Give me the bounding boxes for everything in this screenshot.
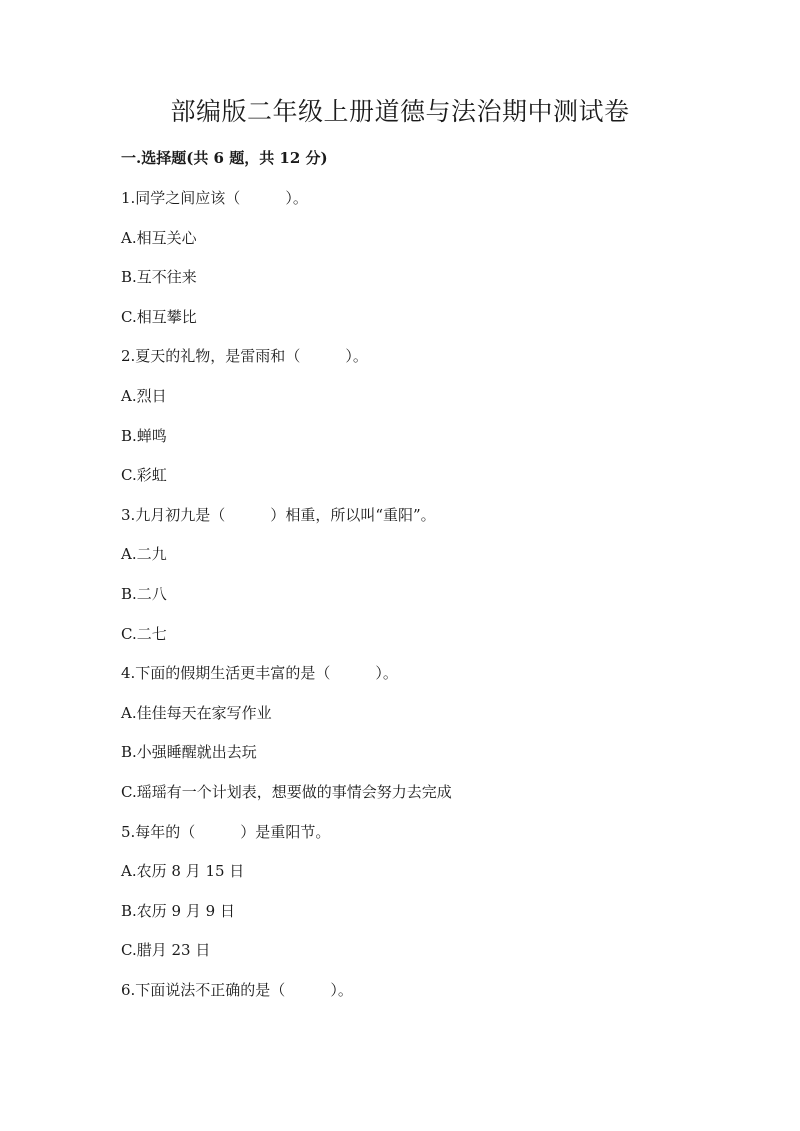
answer-option: A.佳佳每天在家写作业 [121, 703, 272, 722]
answer-option: C.瑶瑶有一个计划表，想要做的事情会努力去完成 [121, 782, 452, 801]
answer-option: C.腊月 23 日 [121, 941, 211, 960]
answer-option: C.二七 [121, 624, 167, 643]
answer-option: B.互不往来 [121, 268, 197, 287]
answer-option: A.农历 8 月 15 日 [121, 862, 245, 881]
answer-option: C.相互攀比 [121, 307, 197, 326]
question-stem: 6.下面说法不正确的是（ ）。 [121, 980, 353, 999]
question-stem: 1.同学之间应该（ ）。 [121, 189, 308, 207]
answer-option: A.烈日 [121, 386, 167, 405]
question-stem: 2.夏天的礼物，是雷雨和（ ）。 [121, 347, 368, 366]
answer-option: B.二八 [121, 584, 167, 603]
question-stem: 3.九月初九是（ ）相重，所以叫“重阳”。 [121, 505, 436, 524]
question-stem: 4.下面的假期生活更丰富的是（ ）。 [121, 664, 398, 683]
question-list [121, 186, 721, 1017]
page-title: 部编版二年级上册道德与法治期中测试卷 [170, 97, 630, 126]
answer-option: C.彩虹 [121, 466, 167, 485]
answer-option: A.二九 [121, 545, 167, 564]
answer-option: A.相互关心 [121, 228, 197, 247]
answer-option: B.小强睡醒就出去玩 [121, 743, 257, 762]
answer-option: B.农历 9 月 9 日 [121, 901, 235, 920]
section-heading: 一.选择题(共 6 题，共 12 分) [121, 149, 328, 167]
question-stem: 5.每年的（ ）是重阳节。 [121, 822, 331, 841]
answer-option: B.蝉鸣 [121, 426, 167, 445]
